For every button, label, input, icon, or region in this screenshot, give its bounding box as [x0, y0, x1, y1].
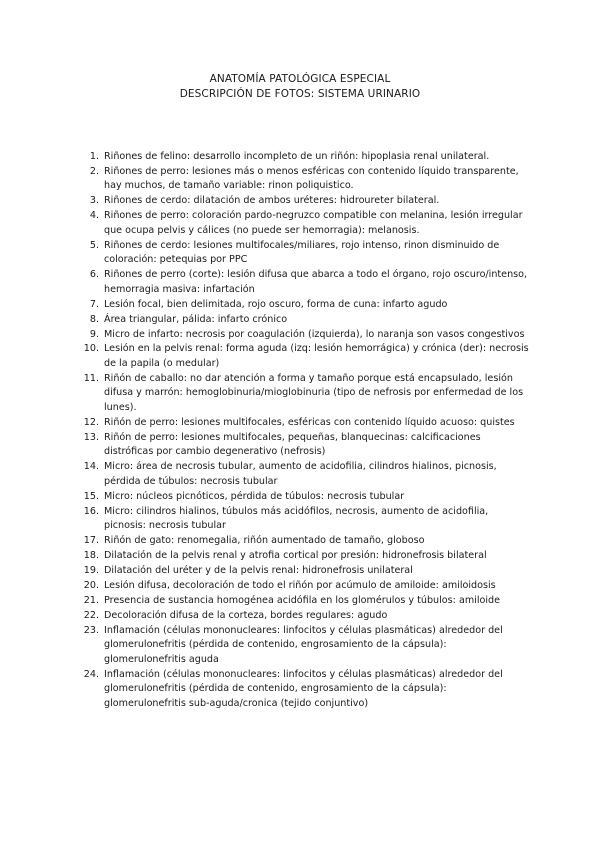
- list-item: [80, 431, 530, 460]
- list-item-text: Área triangular, pálida: infarto crónico: [104, 313, 288, 325]
- list-item-text: Riñón de perro: lesiones multifocales, esféricas con contenido líquido acuoso: quistes: [104, 416, 515, 428]
- list-item-text: Decoloración difusa de la corteza, bordes regulares: agudo: [104, 609, 388, 621]
- list-item-number: 3.: [89, 195, 99, 207]
- list-item: [80, 594, 530, 609]
- list-item-text: Lesión en la pelvis renal: forma aguda (izq: lesión hemorrágica) y crónica (der): necrosis de la papila (o medular): [104, 343, 529, 369]
- list-item-text: Riñones de cerdo: dilatación de ambos uréteres: hidroureter bilateral.: [104, 195, 440, 207]
- list-item-text: Riñones de perro: coloración pardo-negruzco compatible con melanina, lesión irregular que ocupa pelvis y cálices (no puede ser hemorragia): melanosis.: [104, 210, 523, 236]
- list-item: [80, 165, 530, 194]
- list-item-number: 19.: [83, 564, 99, 576]
- list-item-text: Riñones de felino: desarrollo incompleto de un riñón: hipoplasia renal unilateral.: [104, 151, 490, 162]
- list-item-number: 10.: [83, 343, 99, 355]
- list-item-number: 9.: [89, 328, 99, 340]
- list-item: [80, 505, 530, 534]
- list-item-text: Riñones de cerdo: lesiones multifocales/miliares, rojo intenso, rinon disminuido de coloración: petequias por PPC: [104, 239, 500, 266]
- list-item: [80, 609, 530, 624]
- list-item: [80, 564, 530, 579]
- list-item-number: 4.: [89, 210, 99, 222]
- list-item-text: Dilatación del uréter y de la pelvis renal: hidronefrosis unilateral: [104, 564, 413, 576]
- list-item-text: Micro: núcleos picnóticos, pérdida de túbulos: necrosis tubular: [104, 490, 405, 502]
- list-item-text: Riñones de perro (corte): lesión difusa que abarca a todo el órgano, rojo oscuro/intenso, hemorragia masiva: infartación: [104, 269, 528, 295]
- list-item: [80, 490, 530, 505]
- list-item-text: Riñón de gato: renomegalia, riñón aumentado de tamaño, globoso: [104, 535, 425, 547]
- list-item: [80, 460, 530, 489]
- list-item-number: 15.: [83, 490, 99, 502]
- list-item-number: 1.: [89, 151, 99, 162]
- list-item-number: 16.: [83, 505, 99, 517]
- list-item-text: Lesión focal, bien delimitada, rojo oscuro, forma de cuna: infarto agudo: [104, 298, 448, 310]
- list-item-number: 21.: [83, 594, 99, 606]
- list-item-text: Riñones de perro: lesiones más o menos esféricas con contenido líquido transparente, hay muchos, de tamaño variable: rinon poliquistico.: [104, 165, 519, 192]
- list-item-text: Micro de infarto: necrosis por coagulación (izquierda), lo naranja son vasos congestivos: [104, 328, 525, 340]
- document-header: [0, 72, 600, 102]
- list-item: [80, 209, 530, 238]
- document-title: ANATOMÍA PATOLÓGICA ESPECIAL: [209, 73, 391, 85]
- list-item-text: Riñón de caballo: no dar atención a forma y tamaño porque está encapsulado, lesión difusa y marrón: hemoglobinuria/mioglobinuria (tipo de nefrosis por enfermedad de los lunes).: [104, 372, 524, 414]
- list-item: [80, 298, 530, 313]
- list-item-number: 18.: [83, 550, 99, 562]
- list-item-number: 8.: [89, 313, 99, 325]
- list-item-text: Dilatación de la pelvis renal y atrofia cortical por presión: hidronefrosis bilateral: [104, 550, 487, 562]
- list-item: [80, 268, 530, 297]
- list-item-number: 5.: [89, 239, 99, 251]
- list-item-number: 20.: [83, 579, 99, 591]
- list-item-text: Micro: área de necrosis tubular, aumento de acidofilia, cilindros hialinos, picnosis, pérdida de túbulos: necrosis tubular: [104, 461, 497, 487]
- list-item-number: 6.: [89, 269, 99, 281]
- list-item: [80, 549, 530, 564]
- list-item-number: 13.: [83, 431, 99, 443]
- list-item: [80, 239, 530, 268]
- list-item-number: 23.: [83, 624, 99, 636]
- list-item: [80, 313, 530, 328]
- list-item-text: Lesión difusa, decoloración de todo el riñón por acúmulo de amiloide: amiloidosis: [104, 579, 496, 591]
- list-item-number: 2.: [89, 165, 99, 177]
- list-item: [80, 328, 530, 343]
- list-item-text: Micro: cilindros hialinos, túbulos más acidófilos, necrosis, aumento de acidofilia, picnosis: necrosis tubular: [104, 505, 489, 532]
- list-item-text: Presencia de sustancia homogénea acidófila en los glomérulos y túbulos: amiloide: [104, 594, 501, 606]
- list-item-number: 12.: [83, 416, 99, 428]
- list-item-number: 14.: [83, 461, 99, 473]
- list-item: [80, 579, 530, 594]
- list-item: [80, 416, 530, 431]
- document-subtitle: DESCRIPCIÓN DE FOTOS: SISTEMA URINARIO: [179, 88, 421, 100]
- list-item-number: 24.: [83, 668, 99, 680]
- list-item-text: Inflamación (células mononucleares: linfocitos y células plasmáticas) alrededor del glomerulonefritis (pérdida de contenido, engrosamiento de la cápsula): glomerulonefritis aguda: [104, 624, 503, 665]
- list-item: [80, 194, 530, 209]
- list-item-number: 7.: [89, 298, 99, 310]
- list-item: [80, 534, 530, 549]
- list-item-number: 17.: [83, 535, 99, 547]
- list-item: [80, 342, 530, 371]
- list-item: [80, 624, 530, 668]
- list-item: [80, 372, 530, 416]
- list-item-number: 22.: [83, 609, 99, 621]
- description-list: [80, 150, 530, 712]
- list-item: [80, 668, 530, 712]
- list-item-number: 11.: [83, 372, 99, 384]
- list-item-text: Riñón de perro: lesiones multifocales, pequeñas, blanquecinas: calcificaciones distróficas por cambio degenerativo (nefrosis): [104, 431, 481, 458]
- list-item: [80, 150, 530, 165]
- list-item-text: Inflamación (células mononucleares: linfocitos y células plasmáticas) alrededor del glomerulonefritis (pérdida de contenido, engrosamiento de la cápsula): glomerulonefritis sub-aguda/cronica (tejido conjuntivo): [104, 668, 503, 709]
